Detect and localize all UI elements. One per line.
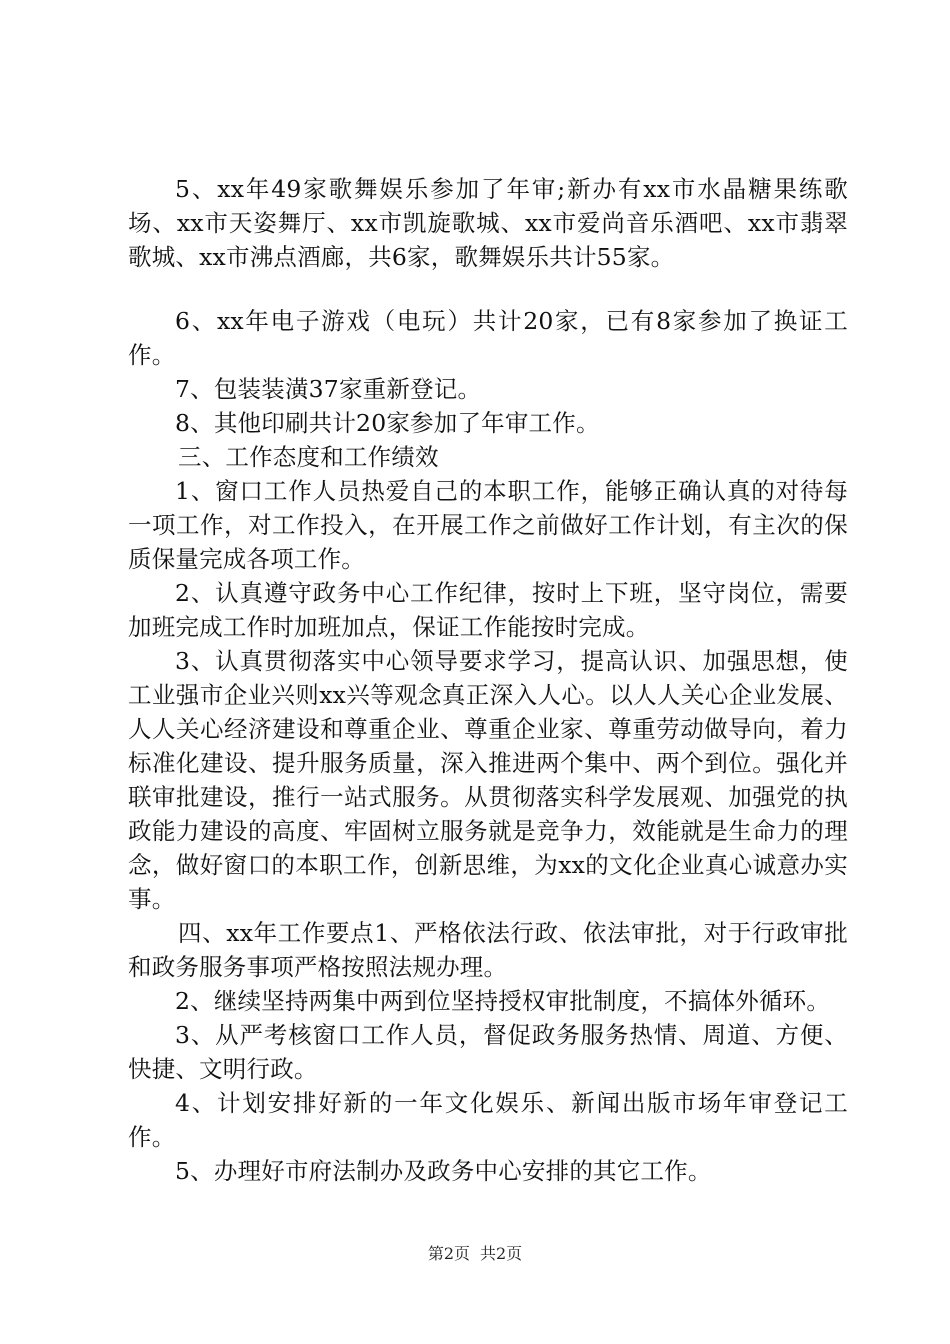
- paragraph-item-8-printing: 8、其他印刷共计20家参加了年审工作。: [175, 409, 600, 437]
- paragraph-attitude-3: 3、认真贯彻落实中心领导要求学习，提高认识、加强思想，使工业强市企业兴则xx兴等观念真正深入人心。以人人关心企业发展、人人关心经济建设和尊重企业、尊重企业家、尊重劳动做导向，着力标准化建设、提升服务质量，深入推进两个集中、两个到位。强化并联审批建设，推行一站式服务。从贯彻落实科学发展观、加强党的执政能力建设的高度、牢固树立服务就是竞争力，效能就是生命力的理念，做好窗口的本职工作，创新思维，为xx的文化企业真心诚意办实事。: [128, 647, 848, 913]
- paragraph-key-point-3: 3、从严考核窗口工作人员，督促政务服务热情、周道、方便、快捷、文明行政。: [128, 1021, 848, 1083]
- paragraph-item-5-entertainment: 5、xx年49家歌舞娱乐参加了年审;新办有xx市水晶糖果练歌场、xx市天姿舞厅、xx市凯旋歌城、xx市爱尚音乐酒吧、xx市翡翠歌城、xx市沸点酒廊，共6家，歌舞娱乐共计55家。: [128, 175, 848, 271]
- paragraph-key-point-4: 4、计划安排好新的一年文化娱乐、新闻出版市场年审登记工作。: [128, 1089, 848, 1151]
- page-number: 第2页: [427, 1244, 470, 1263]
- page-footer: [0, 1243, 950, 1265]
- paragraph-key-point-5: 5、办理好市府法制办及政务中心安排的其它工作。: [175, 1157, 712, 1185]
- paragraph-attitude-2: 2、认真遵守政务中心工作纪律，按时上下班，坚守岗位，需要加班完成工作时加班加点，保证工作能按时完成。: [128, 579, 848, 641]
- paragraph-item-7-packaging: 7、包装装潢37家重新登记。: [175, 375, 482, 403]
- paragraph-attitude-1: 1、窗口工作人员热爱自己的本职工作，能够正确认真的对待每一项工作，对工作投入，在开展工作之前做好工作计划，有主次的保质保量完成各项工作。: [128, 477, 848, 573]
- section-heading-work-attitude: 三、工作态度和工作绩效: [178, 443, 439, 471]
- document-body: [128, 172, 848, 1188]
- section-heading-key-points: 四、xx年工作要点1、严格依法行政、依法审批，对于行政审批和政务服务事项严格按照法规办理。: [128, 919, 848, 981]
- paragraph-key-point-2: 2、继续坚持两集中两到位坚持授权审批制度，不搞体外循环。: [175, 987, 831, 1015]
- paragraph-item-6-games: 6、xx年电子游戏（电玩）共计20家，已有8家参加了换证工作。: [128, 307, 848, 369]
- page-total: 共2页: [480, 1244, 523, 1263]
